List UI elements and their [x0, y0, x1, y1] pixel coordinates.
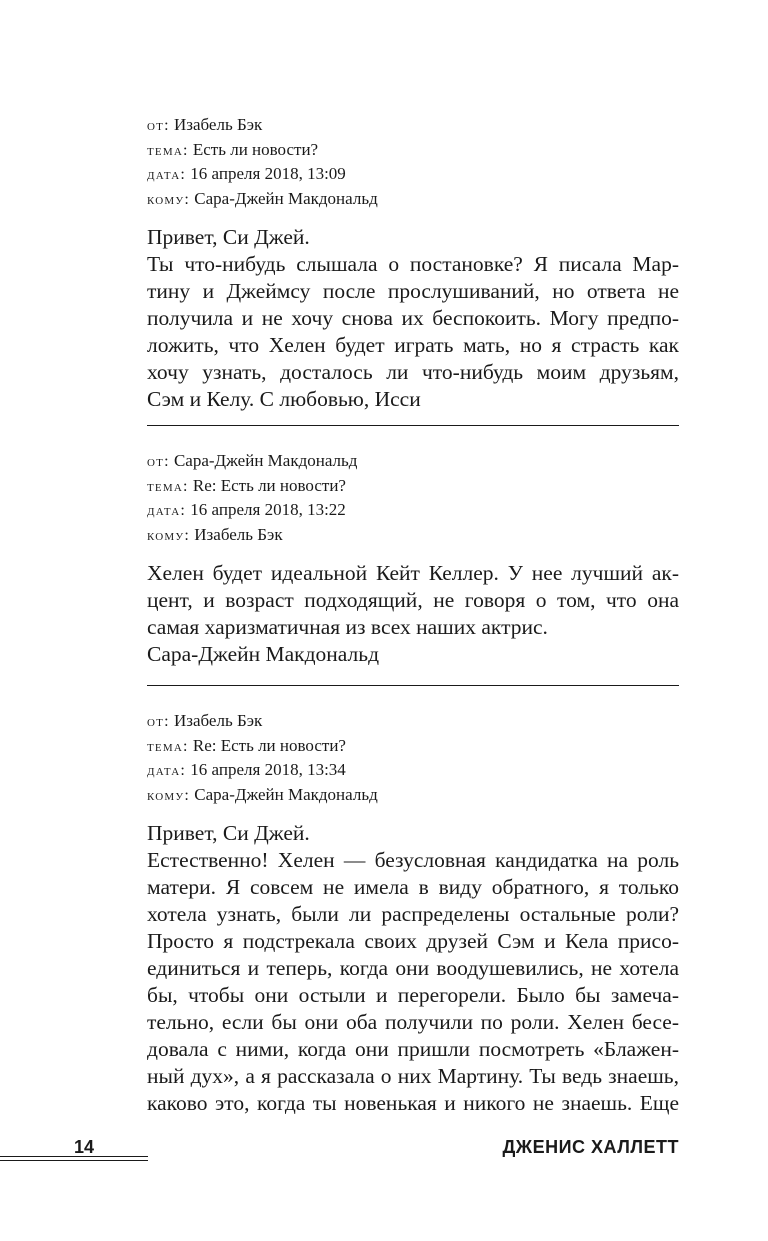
body-line: Естественно! Хелен — безусловная кандидатка на роль	[147, 848, 679, 872]
subject-value: Re: Есть ли новости?	[192, 475, 346, 495]
subject-line	[147, 138, 679, 163]
body-line: самая харизматичная из всех наших актрис.	[147, 615, 548, 639]
date-label: дата:	[147, 166, 187, 183]
to-line	[147, 783, 679, 808]
to-label: кому:	[147, 786, 191, 804]
from-label: от:	[147, 453, 170, 470]
email-2-header	[147, 449, 679, 547]
body-line: Сэм и Келу. С любовью, Исси	[147, 387, 421, 411]
from-label: от:	[147, 117, 170, 134]
body-line: единиться и теперь, когда они воодушевились, не хотела	[147, 956, 679, 980]
body-line: тельно, если бы они оба получили по роли. Хелен бесе-	[147, 1010, 679, 1034]
body-line: Хелен будет идеальной Кейт Келлер. У нее лучший ак-	[147, 561, 679, 585]
divider-2	[147, 685, 679, 686]
from-value: Сара-Джейн Макдональд	[173, 451, 358, 470]
subject-value: Есть ли новости?	[192, 139, 319, 159]
body-line: хотела узнать, были ли распределены остальные роли?	[147, 902, 679, 926]
date-value: 16 апреля 2018, 13:34	[190, 760, 346, 779]
from-line	[147, 113, 679, 138]
subject-line	[147, 474, 679, 499]
running-author: ДЖЕНИС ХАЛЛЕТТ	[502, 1137, 679, 1157]
subject-label: тема:	[147, 737, 189, 755]
date-line	[147, 498, 679, 523]
date-value: 16 апреля 2018, 13:09	[190, 164, 346, 183]
to-label: кому:	[147, 526, 191, 544]
date-label: дата:	[147, 502, 187, 519]
body-line: бы, чтобы они остыли и перегорели. Было бы замеча-	[147, 983, 679, 1007]
to-line	[147, 523, 679, 548]
body-line: Ты что-нибудь слышала о постановке? Я писала Мар-	[147, 252, 679, 276]
body-line: Привет, Си Джей.	[147, 821, 310, 845]
email-1-body	[147, 224, 679, 413]
body-line: Просто я подстрекала своих друзей Сэм и Кела присо-	[147, 929, 679, 953]
body-line: каково это, когда ты новенькая и никого не знаешь. Еще	[147, 1091, 679, 1115]
subject-line	[147, 734, 679, 759]
email-2-body	[147, 560, 679, 668]
to-value: Сара-Джейн Макдональд	[194, 784, 378, 804]
email-3-body	[147, 820, 679, 1117]
body-line: цент, и возраст подходящий, не говоря о том, что она	[147, 588, 679, 612]
from-line	[147, 709, 679, 734]
divider-1	[147, 425, 679, 426]
from-label: от:	[147, 713, 170, 730]
body-line: Привет, Си Джей.	[147, 225, 310, 249]
body-line: тину и Джеймсу после прослушиваний, но ответа не	[147, 279, 679, 303]
date-label: дата:	[147, 762, 187, 779]
body-line: ложить, что Хелен будет играть мать, но я страсть как	[147, 333, 679, 357]
page-number: 14	[74, 1137, 95, 1157]
date-line	[147, 162, 679, 187]
from-value: Изабель Бэк	[173, 711, 263, 730]
email-3-header	[147, 709, 679, 807]
to-line	[147, 187, 679, 212]
to-value: Сара-Джейн Макдональд	[194, 188, 378, 208]
date-value: 16 апреля 2018, 13:22	[190, 500, 346, 519]
body-line: матери. Я совсем не имела в виду обратного, я только	[147, 875, 679, 899]
body-line: получила и не хочу снова их беспокоить. Могу предпо-	[147, 306, 679, 330]
body-line: довала с ними, когда они пришли посмотреть «Блажен-	[147, 1037, 679, 1061]
email-1-header	[147, 113, 679, 211]
body-line: хочу узнать, досталось ли что-нибудь моим друзьям,	[147, 360, 679, 384]
to-label: кому:	[147, 190, 191, 208]
subject-label: тема:	[147, 141, 189, 159]
from-line	[147, 449, 679, 474]
body-line: ный дух», а я рассказала о них Мартину. Ты ведь знаешь,	[147, 1064, 679, 1088]
date-line	[147, 758, 679, 783]
from-value: Изабель Бэк	[173, 115, 263, 134]
subject-value: Re: Есть ли новости?	[192, 735, 346, 755]
to-value: Изабель Бэк	[194, 524, 283, 544]
footer-rules	[0, 1156, 148, 1164]
body-line: Сара-Джейн Макдональд	[147, 642, 380, 666]
subject-label: тема:	[147, 477, 189, 495]
